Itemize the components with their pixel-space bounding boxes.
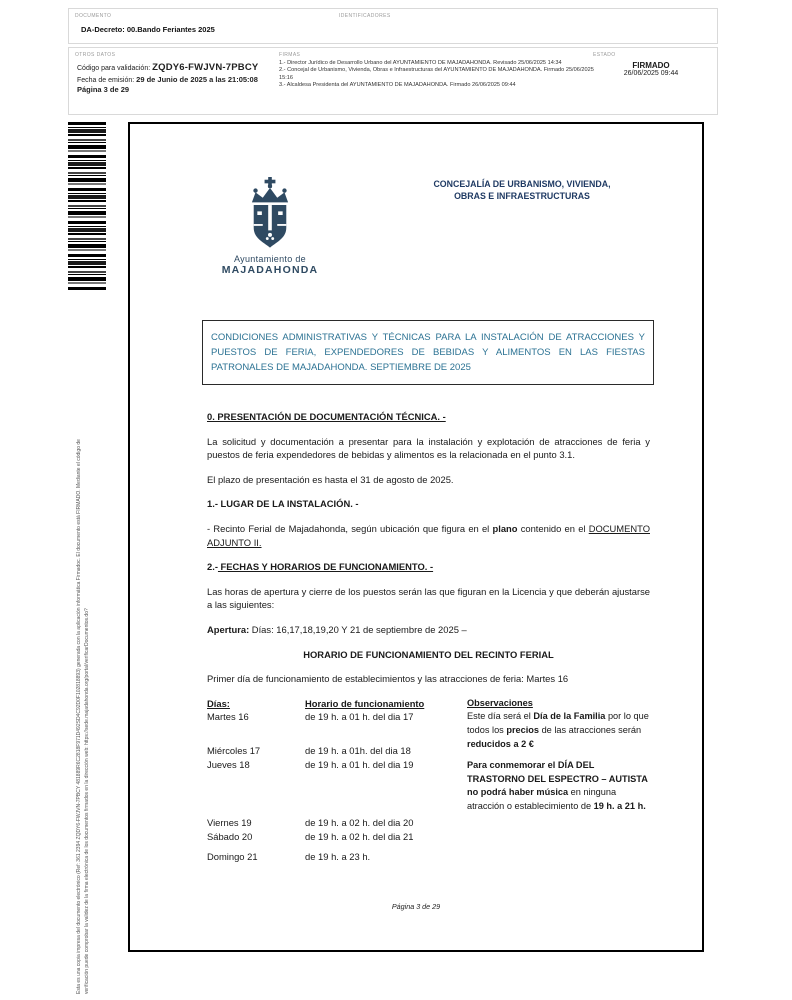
observaciones-dia-autista <box>467 759 650 813</box>
department-line-2: OBRAS E INFRAESTRUCTURAS <box>454 191 590 201</box>
majadahonda-crest-icon <box>242 177 298 253</box>
table-cell-horario: de 19 h. a 02 h. del dia 21 <box>305 830 414 842</box>
table-cell-dia: Viernes 19 <box>207 817 252 829</box>
logo-line-1: Ayuntamiento de <box>234 254 306 264</box>
paragraph-lugar <box>207 522 650 549</box>
column-header-horario: Horario de funcionamiento <box>305 697 425 709</box>
estado-fecha: 26/06/2025 09:44 <box>623 70 679 77</box>
table-cell-horario: de 19 h. a 01 h. del dia 19 <box>305 758 414 770</box>
paragraph-horas: Las horas de apertura y cierre de los puestos serán las que figuran en la Licencia y que deberán ajustarse a las siguientes: <box>207 585 650 611</box>
table-cell-dia: Martes 16 <box>207 711 249 723</box>
schedule-table <box>207 697 650 864</box>
table-cell-horario: de 19 h. a 02 h. del dia 20 <box>305 817 414 829</box>
meta-box-otros-datos <box>68 47 718 115</box>
section-2-heading <box>207 560 650 574</box>
estado-value: FIRMADO <box>632 61 670 70</box>
table-cell-dia: Jueves 18 <box>207 758 250 770</box>
verification-margin-text <box>76 380 91 994</box>
text-run: - Recinto Ferial de Majadahonda, según ubicación que figura en el <box>207 522 493 534</box>
page-number-footer: Página 3 de 29 <box>391 902 441 911</box>
column-header-observaciones: Observaciones <box>467 697 533 708</box>
barcode <box>68 122 106 290</box>
department-line-1: CONCEJALÍA DE URBANISMO, VIVIENDA, <box>433 179 611 189</box>
verification-line: Esta es una copia impresa del documento electrónico (Ref: 361 2394 ZQDY6-FWJVN-7PBCY 481889R6C2818F971D492SD4C92D0F102818893) generada con la aplicación informática Firmadoc. El documento está FIRMADO. Mediante el código de <box>76 439 82 994</box>
text-run: Este día será el <box>467 711 534 722</box>
codigo-validacion <box>77 62 258 73</box>
observaciones-dia-familia <box>467 710 650 751</box>
text-run-bold: precios <box>506 724 540 735</box>
pagina-value: Página 3 de 29 <box>77 85 130 94</box>
paragraph-apertura <box>207 623 650 637</box>
paragraph-primer-dia: Primer día de funcionamiento de establecimientos y las atracciones de feria: Martes 16 <box>207 673 569 685</box>
text-run-bold: Día de la Familia <box>533 711 606 722</box>
horario-recinto-heading: HORARIO DE FUNCIONAMIENTO DEL RECINTO FERIAL <box>303 648 554 660</box>
firma-item: 2.- Concejal de Urbanismo, Vivienda, Obras e Infraestructuras del AYUNTAMIENTO DE MAJADAHONDA. Firmado 25/06/2025 15:16 <box>279 67 594 81</box>
firmas-list <box>279 60 601 90</box>
verification-line: verificación puede comprobar la validez de la firma electrónica de los documentos firmados en la dirección web: https://sede.majadahonda.org/portal/verificarDocumentos.do? <box>83 608 90 994</box>
document-title-box: CONDICIONES ADMINISTRATIVAS Y TÉCNICAS PARA LA INSTALACIÓN DE ATRACCIONES Y PUESTOS DE FERIA, EXPENDEDORES DE BEBIDAS Y ALIMENTOS EN LAS FIESTAS PATRONALES DE MAJADAHONDA. SEPTIEMBRE DE 2025 <box>202 320 654 385</box>
codigo-value: ZQDY6-FWJVN-7PBCY <box>152 62 259 73</box>
table-cell-horario: de 19 h. a 23 h. <box>305 851 371 863</box>
documento-adjunto-ref: DOCUMENTO ADJUNTO II. <box>207 522 650 548</box>
section-2-number: 2.- <box>207 561 218 573</box>
section-0-heading: 0. PRESENTACIÓN DE DOCUMENTACIÓN TÉCNICA. - <box>207 411 446 422</box>
text-run: de las atracciones serán <box>539 724 642 735</box>
table-cell-dia: Miércoles 17 <box>207 744 261 756</box>
text-run-bold: Para conmemorar el DÍA DEL TRASTORNO DEL ESPECTRO – AUTISTA no podrá haber música <box>467 760 648 798</box>
logo-wordmark <box>190 254 350 276</box>
department-header <box>402 178 642 202</box>
text-run-bold: plano <box>492 522 518 534</box>
text-run: en ninguna atracción o establecimiento de <box>467 787 617 811</box>
fecha-label: Fecha de emisión: <box>77 77 137 84</box>
document-body <box>207 410 650 875</box>
firmas-label: FIRMAS <box>279 52 301 58</box>
table-cell-horario: de 19 h. a 01h. del dia 18 <box>305 744 411 756</box>
logo-line-2: MAJADAHONDA <box>221 264 319 276</box>
codigo-label: Código para validación: <box>77 65 153 72</box>
firma-item: 1.- Director Jurídico de Desarrollo Urbano del AYUNTAMIENTO DE MAJADAHONDA. Revisado 25/06/2025 14:34 <box>279 60 562 66</box>
paragraph-plazo: El plazo de presentación es hasta el 31 de agosto de 2025. <box>207 473 454 485</box>
fecha-value: 29 de Junio de 2025 a las 21:05:08 <box>136 75 258 84</box>
documento-value: DA-Decreto: 00.Bando Feriantes 2025 <box>81 25 215 34</box>
identificadores-label: IDENTIFICADORES <box>339 13 391 19</box>
text-run: por lo que todos los <box>467 711 649 735</box>
column-horario <box>305 697 467 864</box>
table-cell-dia: Domingo 21 <box>207 851 258 863</box>
section-2-title: FECHAS Y HORARIOS DE FUNCIONAMIENTO. - <box>217 561 434 573</box>
estado-block <box>593 61 709 77</box>
column-dias <box>207 697 305 864</box>
text-run-bold: 19 h. a 21 h. <box>593 800 646 811</box>
documento-label: DOCUMENTO <box>75 13 112 19</box>
text-run: contenido en el <box>517 522 589 534</box>
section-1-heading: 1.- LUGAR DE LA INSTALACIÓN. - <box>207 498 359 510</box>
firma-item: 3.- Alcaldesa Presidenta del AYUNTAMIENTO DE MAJADAHONDA. Firmado 26/06/2025 09:44 <box>279 82 516 89</box>
table-cell-horario: de 19 h. a 01 h. del dia 17 <box>305 711 414 723</box>
apertura-label: Apertura: <box>207 623 250 635</box>
paragraph-solicitud: La solicitud y documentación a presentar para la instalación y explotación de atracciones de feria y puestos de feria expendedores de bebidas y alimentos es la relacionada en el punto 3.1. <box>207 435 650 461</box>
text-run-bold: reducidos a 2 € <box>467 738 534 749</box>
column-observaciones <box>467 697 650 864</box>
fecha-emision <box>77 75 258 84</box>
otros-datos-label: OTROS DATOS <box>75 52 116 58</box>
apertura-text: Días: 16,17,18,19,20 Y 21 de septiembre de 2025 – <box>249 623 467 635</box>
table-cell-dia: Sábado 20 <box>207 830 253 842</box>
column-header-dias: Días: <box>207 697 230 709</box>
estado-label: ESTADO <box>593 52 616 58</box>
document-page <box>128 122 704 952</box>
pagina-info <box>77 85 129 94</box>
meta-box-documento <box>68 8 718 44</box>
